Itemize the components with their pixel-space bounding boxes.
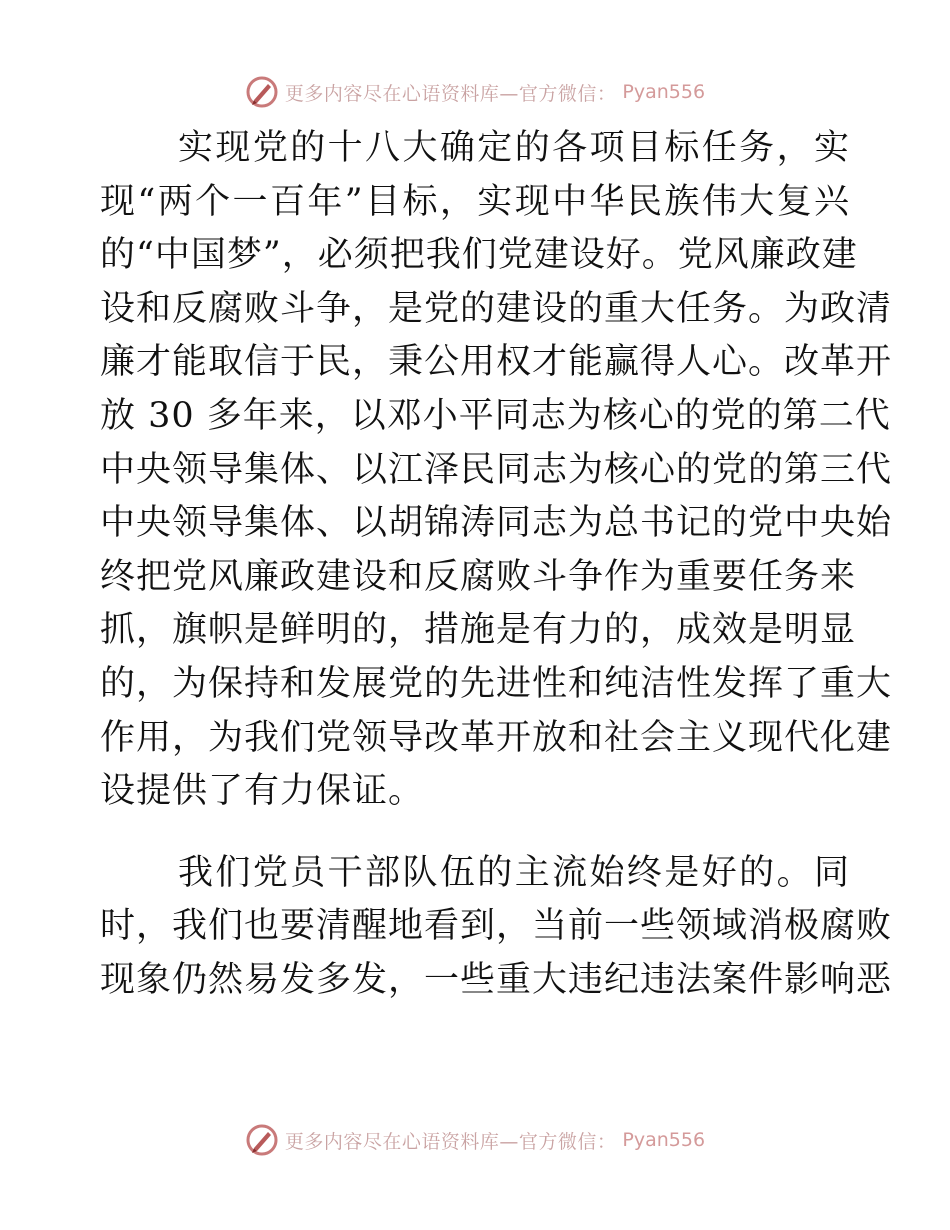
text-line: 时，我们也要清醒地看到，当前一些领域消极腐败 xyxy=(100,906,893,947)
document-body xyxy=(100,122,893,1008)
text-line: 设和反腐败斗争，是党的建设的重大任务。为政清 xyxy=(100,288,893,329)
pen-logo-icon xyxy=(245,1123,279,1157)
text-line: 抓，旗帜是鲜明的，措施是有力的，成效是明显 xyxy=(100,610,857,651)
banner-text: 更多内容尽在心语资料库—官方微信： xyxy=(284,82,617,105)
paragraph xyxy=(100,847,893,1008)
text-line: 现象仍然易发多发，一些重大违纪违法案件影响恶 xyxy=(100,959,893,1000)
pen-logo-icon xyxy=(245,75,279,109)
text-line: 廉才能取信于民，秉公用权才能赢得人心。改革开 xyxy=(100,342,893,383)
footer-banner xyxy=(0,1120,950,1160)
text-line: 实现党的十八大确定的各项目标任务，实 xyxy=(178,128,850,168)
header-banner xyxy=(0,72,950,112)
text-line: 的，为保持和发展党的先进性和纯洁性发挥了重大 xyxy=(100,663,893,704)
text-line: 现“两个一百年”目标，实现中华民族伟大复兴 xyxy=(100,181,850,222)
banner-wechat-id: Pyan556 xyxy=(622,81,706,103)
text-line: 中央领导集体、以胡锦涛同志为总书记的党中央始 xyxy=(100,503,893,544)
text-line: 我们党员干部队伍的主流始终是好的。同 xyxy=(178,852,850,893)
text-line: 的“中国梦”，必须把我们党建设好。党风廉政建 xyxy=(100,235,858,276)
text-line: 中央领导集体、以江泽民同志为核心的党的第三代 xyxy=(100,449,893,490)
text-line: 终把党风廉政建设和反腐败斗争作为重要任务来 xyxy=(100,556,857,597)
banner-text: 更多内容尽在心语资料库—官方微信： xyxy=(284,1130,617,1153)
banner-wechat-id: Pyan556 xyxy=(622,1129,706,1151)
text-line: 设提供了有力保证。 xyxy=(100,771,425,812)
text-line: 作用，为我们党领导改革开放和社会主义现代化建 xyxy=(100,717,893,758)
paragraph xyxy=(100,122,893,819)
text-line: 放 30 多年来，以邓小平同志为核心的党的第二代 xyxy=(100,395,891,436)
